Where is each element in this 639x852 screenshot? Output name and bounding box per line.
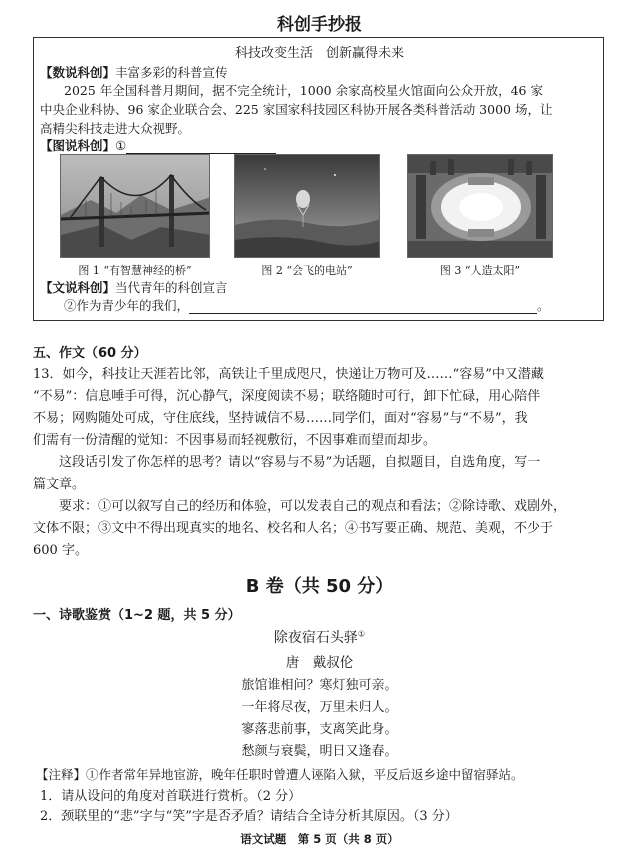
figure-2-caption: 图 2 “会飞的电站” xyxy=(261,264,353,277)
question-2: 2．颈联里的“悲”字与“笑”字是否矛盾？请结合全诗分析其原因。（3 分） xyxy=(40,809,458,824)
flying-station-illustration xyxy=(235,155,380,258)
figure-bridge-image xyxy=(60,154,210,258)
poem-line-3: 寥落悲前事，支离笑此身。 xyxy=(241,722,398,737)
figure-flying-station-image xyxy=(234,154,380,258)
image-section-header xyxy=(40,137,276,154)
tokamak-illustration xyxy=(408,155,553,258)
poem-line-4: 愁颜与衰鬓，明日又逢春。 xyxy=(241,744,398,759)
poem-line-2: 一年将尽夜，万里未归人。 xyxy=(241,700,398,715)
data-line-3: 高精尖科技走进大众视野。 xyxy=(40,121,191,136)
image-section-marker: ① xyxy=(115,138,127,153)
text-section-heading: 当代青年的科创宣言 xyxy=(115,280,228,295)
poem-line-1: 旅馆谁相问？寒灯独可亲。 xyxy=(241,678,398,693)
essay-line-7: 要求：①可以叙写自己的经历和体验，可以发表自己的观点和看法；②除诗歌、戏剧外， xyxy=(33,499,567,514)
figure-3-caption: 图 3 “人造太阳” xyxy=(439,264,521,277)
answer-blank-2[interactable] xyxy=(189,299,537,314)
essay-line-6: 篇文章。 xyxy=(33,477,86,492)
figure-1-caption: 图 1 “有智慧神经的桥” xyxy=(78,264,192,277)
question-1: 1．请从设问的角度对首联进行赏析。（2 分） xyxy=(40,789,302,804)
data-section-heading: 丰富多彩的科普宣传 xyxy=(115,65,228,80)
answer-blank-1[interactable] xyxy=(126,139,276,154)
bridge-illustration xyxy=(61,155,210,258)
essay-line-9: 600 字。 xyxy=(33,543,88,558)
essay-line-2: “不易”：信息唾手可得，沉心静气，深度阅读不易；联络随时可行，卸下忙碌，用心陪伴 xyxy=(33,389,541,404)
text-section-prompt-line xyxy=(64,297,550,314)
poster-title: 科创手抄报 xyxy=(277,15,362,35)
essay-heading: 五、作文（60 分） xyxy=(33,346,147,361)
part-b-title: B 卷（共 50 分） xyxy=(245,576,394,597)
image-section-label: 【图说科创】 xyxy=(40,138,116,153)
poem-note: 【注释】①作者常年异地宦游，晚年任职时曾遭人诬陷入狱，平反后返乡途中留宿驿站。 xyxy=(36,767,524,782)
text-section-prompt: ②作为青少年的我们， xyxy=(64,298,190,313)
data-line-2: 中央企业科协、96 家企业联合会、225 家国家科技园区科协开展各类科普活动 3000 场，让 xyxy=(40,102,553,117)
text-section-header xyxy=(40,279,228,296)
essay-line-5: 这段话引发了你怎样的思考？请以“容易与不易”为话题，自拟题目，自选角度，写一 xyxy=(33,455,541,470)
poem-title-line xyxy=(0,627,639,647)
poetry-section-heading: 一、诗歌鉴赏（1~2 题，共 5 分） xyxy=(33,608,241,623)
text-section-label: 【文说科创】 xyxy=(40,280,116,295)
essay-line-3: 不易；网购随处可成，守住底线，坚持诚信不易……同学们，面对“容易”与“不易”，我 xyxy=(33,411,528,426)
poem-title-note: ① xyxy=(357,629,366,639)
text-section-end: 。 xyxy=(537,298,550,313)
essay-line-1: 13．如今，科技让天涯若比邻，高铁让千里成咫尺，快递让万物可及……“容易”中又潜藏 xyxy=(33,367,544,382)
data-section-header xyxy=(40,64,228,81)
poster-slogan: 科技改变生活 创新赢得未来 xyxy=(234,46,404,61)
essay-line-8: 文体不限；③文中不得出现真实的地名、校名和人名；④书写要正确、规范、美观，不少于 xyxy=(33,521,554,536)
figure-artificial-sun-image xyxy=(407,154,553,258)
poem-author: 唐 戴叔伦 xyxy=(285,655,354,671)
data-section-label: 【数说科创】 xyxy=(40,65,116,80)
page-footer: 语文试题 第 5 页（共 8 页） xyxy=(240,832,399,846)
essay-line-4: 们需有一份清醒的觉知：不因事易而轻视敷衍，不因事难而望而却步。 xyxy=(33,433,437,448)
poem-title: 除夜宿石头驿 xyxy=(273,630,358,646)
data-line-1: 2025 年全国科普月期间，据不完全统计，1000 余家高校星火馆面向公众开放，46 家 xyxy=(64,83,543,98)
